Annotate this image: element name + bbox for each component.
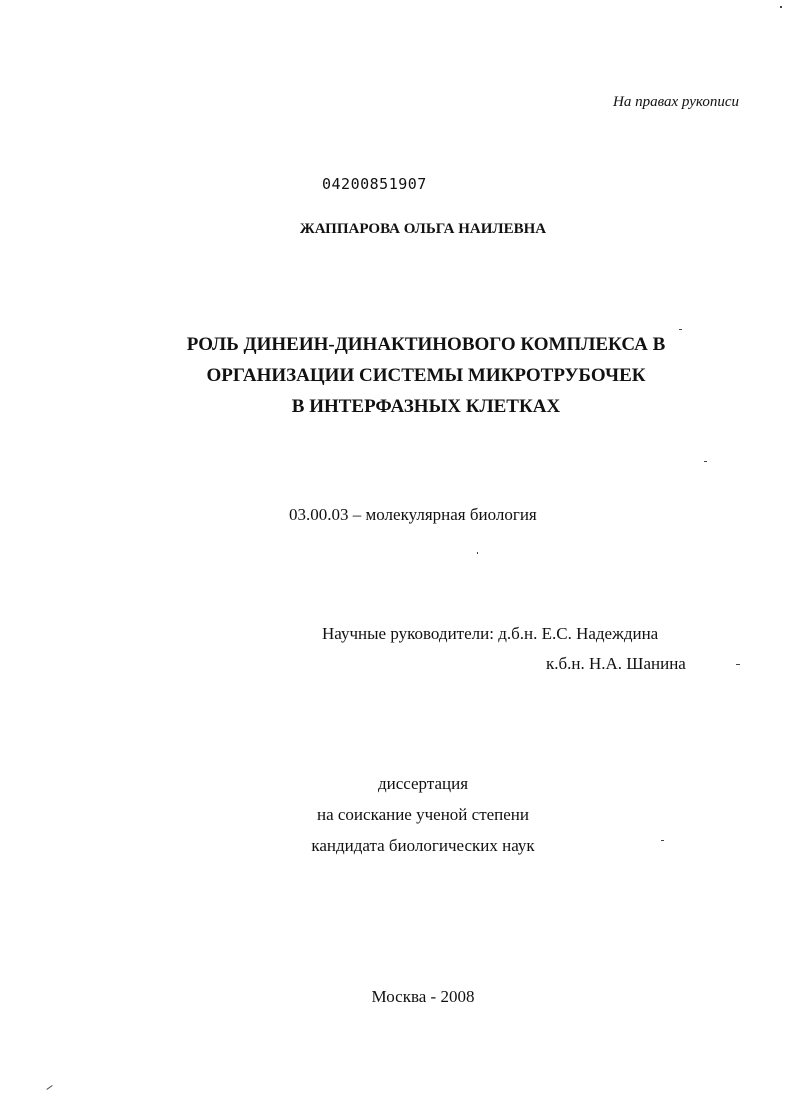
dissertation-note: [0, 768, 791, 861]
supervisor-first: д.б.н. Е.С. Надеждина: [498, 624, 659, 643]
city-year: Москва - 2008: [371, 987, 475, 1006]
title-line: ОРГАНИЗАЦИИ СИСТЕМЫ МИКРОТРУБОЧЕК: [206, 365, 646, 386]
scan-speck: [679, 329, 682, 330]
dissertation-line: диссертация: [377, 774, 469, 793]
scan-speck: [704, 461, 707, 462]
title-line: РОЛЬ ДИНЕИН-ДИНАКТИНОВОГО КОМПЛЕКСА В: [186, 334, 666, 355]
dissertation-title: [0, 329, 791, 422]
author-name: ЖАППАРОВА ОЛЬГА НАИЛЕВНА: [299, 221, 547, 237]
dissertation-line: кандидата биологических наук: [311, 836, 535, 855]
specialty-code: 03.00.03 – молекулярная биология: [289, 505, 537, 524]
scan-speck: [736, 664, 740, 665]
supervisors-label: Научные руководители:: [322, 624, 494, 643]
scan-speck: [477, 552, 478, 554]
dissertation-line: на соискание ученой степени: [316, 805, 530, 824]
library-stamp-number: 04200851907: [322, 175, 427, 193]
scan-speck: [780, 6, 782, 8]
supervisor-row-first: [322, 619, 658, 649]
supervisor-second: к.б.н. Н.А. Шанина: [546, 654, 686, 673]
supervisors-block: [322, 619, 686, 679]
scan-speck: [46, 1085, 52, 1090]
scan-speck: [661, 840, 664, 841]
title-line: В ИНТЕРФАЗНЫХ КЛЕТКАХ: [291, 396, 561, 417]
rights-note: На правах рукописи: [613, 94, 739, 110]
